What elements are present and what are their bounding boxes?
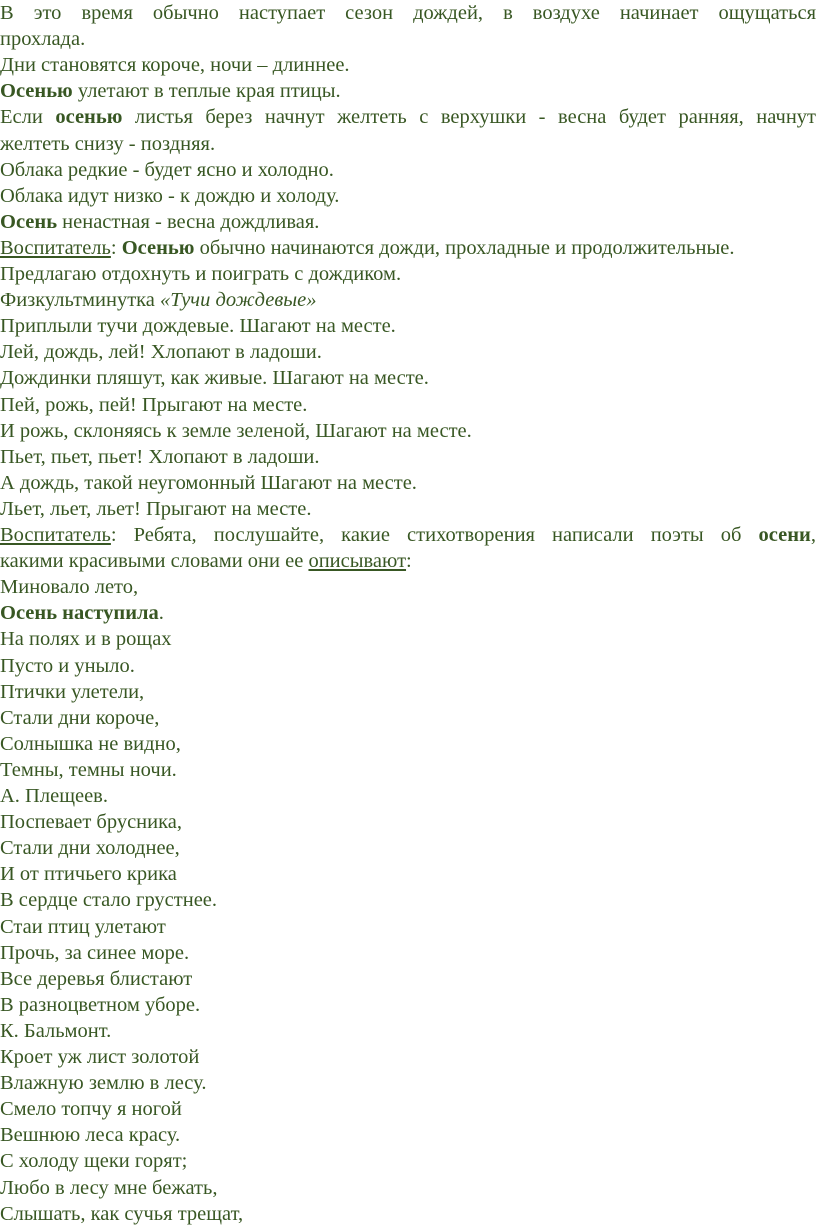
text-run: Стаи птиц улетают — [0, 915, 166, 938]
text-run: И рожь, склоняясь к земле зеленой, Шагают на месте. — [0, 419, 472, 442]
text-run: Вешнюю леса красу. — [0, 1124, 181, 1147]
text-run: какими красивыми словами они ее — [0, 550, 309, 573]
text-line — [0, 1148, 816, 1174]
text-line — [0, 1070, 816, 1096]
text-line — [0, 1096, 816, 1122]
text-run: А дождь, такой неугомонный Шагают на месте. — [0, 471, 417, 494]
text-run: Пей, рожь, пей! Прыгают на месте. — [0, 393, 308, 416]
text-run: Темны, темны ночи. — [0, 758, 177, 781]
bold-text: Осенью — [121, 236, 195, 259]
text-run: Прочь, за синее море. — [0, 941, 190, 964]
text-line — [0, 1122, 816, 1148]
text-run: ненастная - весна дождливая. — [57, 210, 320, 233]
text-run: Любо в лесу мне бежать, — [0, 1176, 218, 1199]
text-line — [0, 496, 816, 522]
text-line — [0, 131, 816, 157]
text-line — [0, 1018, 816, 1044]
text-line — [0, 0, 816, 26]
text-line — [0, 679, 816, 705]
text-run: , — [810, 524, 816, 546]
text-line — [0, 26, 816, 52]
text-line — [0, 653, 816, 679]
text-line — [0, 392, 816, 418]
text-line — [0, 574, 816, 600]
bold-text: Осенью — [0, 80, 73, 103]
text-line — [0, 1044, 816, 1070]
text-run: листья берез начнут желтеть с верхушки - весна будет ранняя, начнут — [122, 106, 816, 129]
text-run: Миновало лето, — [0, 576, 139, 599]
italic-text: «Тучи дождевые» — [160, 289, 317, 312]
text-line — [0, 809, 816, 835]
text-line — [0, 757, 816, 783]
text-line — [0, 861, 816, 887]
text-line — [0, 287, 816, 313]
text-run: : — [406, 550, 412, 573]
text-run: Птички улетели, — [0, 680, 145, 703]
text-line — [0, 914, 816, 940]
text-run: Все деревья блистают — [0, 967, 193, 990]
text-line — [0, 52, 816, 78]
text-run: Стали дни короче, — [0, 706, 160, 729]
text-line — [0, 235, 816, 261]
text-line — [0, 783, 816, 809]
text-line — [0, 157, 816, 183]
text-run: Дни становятся короче, ночи – длиннее. — [0, 54, 350, 77]
text-run: . — [158, 602, 164, 625]
text-run: Лей, дождь, лей! Хлопают в ладоши. — [0, 341, 322, 364]
text-run: Пьет, пьет, пьет! Хлопают в ладоши. — [0, 445, 320, 468]
text-line — [0, 78, 816, 104]
text-run: К. Бальмонт. — [0, 1019, 112, 1042]
text-line — [0, 548, 816, 574]
text-run: Предлагаю отдохнуть и поиграть с дождиком. — [0, 263, 402, 285]
text-line — [0, 365, 816, 391]
bold-text: Осень — [0, 210, 58, 233]
underlined-text: Воспитатель — [0, 236, 111, 259]
text-run: Дождинки пляшут, как живые. Шагают на месте. — [0, 367, 429, 390]
text-line — [0, 104, 816, 130]
text-run: В это время обычно наступает сезон дождей, в воздухе начинает ощущаться — [0, 2, 816, 24]
text-run: В сердце стало грустнее. — [0, 889, 218, 912]
bold-text: осени — [758, 524, 811, 546]
text-run: прохлада. — [0, 28, 86, 51]
text-line — [0, 261, 816, 287]
text-run: На полях и в рощах — [0, 628, 172, 651]
text-run: И от птичьего крика — [0, 863, 177, 886]
text-run: Стали дни холоднее, — [0, 837, 180, 860]
text-run: Слышать, как сучья трещат, — [0, 1202, 244, 1225]
text-run: : — [110, 236, 122, 259]
text-line — [0, 835, 816, 861]
text-line — [0, 313, 816, 339]
bold-text: осенью — [55, 106, 123, 129]
text-line — [0, 600, 816, 626]
text-run: обычно начинаются дожди, прохладные и продолжительные. — [194, 236, 735, 259]
text-run: В разноцветном уборе. — [0, 993, 201, 1016]
text-run: Смело топчу я ногой — [0, 1098, 182, 1121]
text-line — [0, 966, 816, 992]
underlined-text: описывают — [308, 550, 407, 573]
text-run: Влажную землю в лесу. — [0, 1072, 207, 1095]
text-line — [0, 731, 816, 757]
text-run: А. Плещеев. — [0, 785, 108, 807]
text-line — [0, 522, 816, 548]
text-line — [0, 626, 816, 652]
text-run: Поспевает брусника, — [0, 811, 182, 834]
bold-text: Осень наступила — [0, 602, 159, 625]
text-line — [0, 470, 816, 496]
text-run: Пусто и уныло. — [0, 654, 135, 677]
text-line — [0, 339, 816, 365]
text-line — [0, 418, 816, 444]
text-line — [0, 183, 816, 209]
text-run: Приплыли тучи дождевые. Шагают на месте. — [0, 315, 396, 338]
text-run: желтеть снизу - поздняя. — [0, 132, 216, 155]
text-run: улетают в теплые края птицы. — [72, 80, 341, 103]
text-line — [0, 940, 816, 966]
text-run: Физкультминутка — [0, 289, 161, 312]
text-run: Облака редкие - будет ясно и холодно. — [0, 158, 334, 181]
text-line — [0, 1175, 816, 1201]
underlined-text: Воспитатель — [0, 524, 111, 546]
text-line — [0, 992, 816, 1018]
text-run: Облака идут низко - к дождю и холоду. — [0, 184, 340, 207]
text-line — [0, 209, 816, 235]
text-run: : Ребята, послушайте, какие стихотворения написали поэты об — [110, 524, 759, 546]
text-line — [0, 705, 816, 731]
text-run: С холоду щеки горят; — [0, 1150, 188, 1173]
text-line — [0, 444, 816, 470]
text-run: Если — [0, 106, 56, 129]
text-run: Кроет уж лист золотой — [0, 1046, 200, 1068]
text-line — [0, 887, 816, 913]
text-run: Льет, льет, льет! Прыгают на месте. — [0, 497, 312, 520]
text-line — [0, 1201, 816, 1227]
text-run: Солнышка не видно, — [0, 732, 181, 755]
